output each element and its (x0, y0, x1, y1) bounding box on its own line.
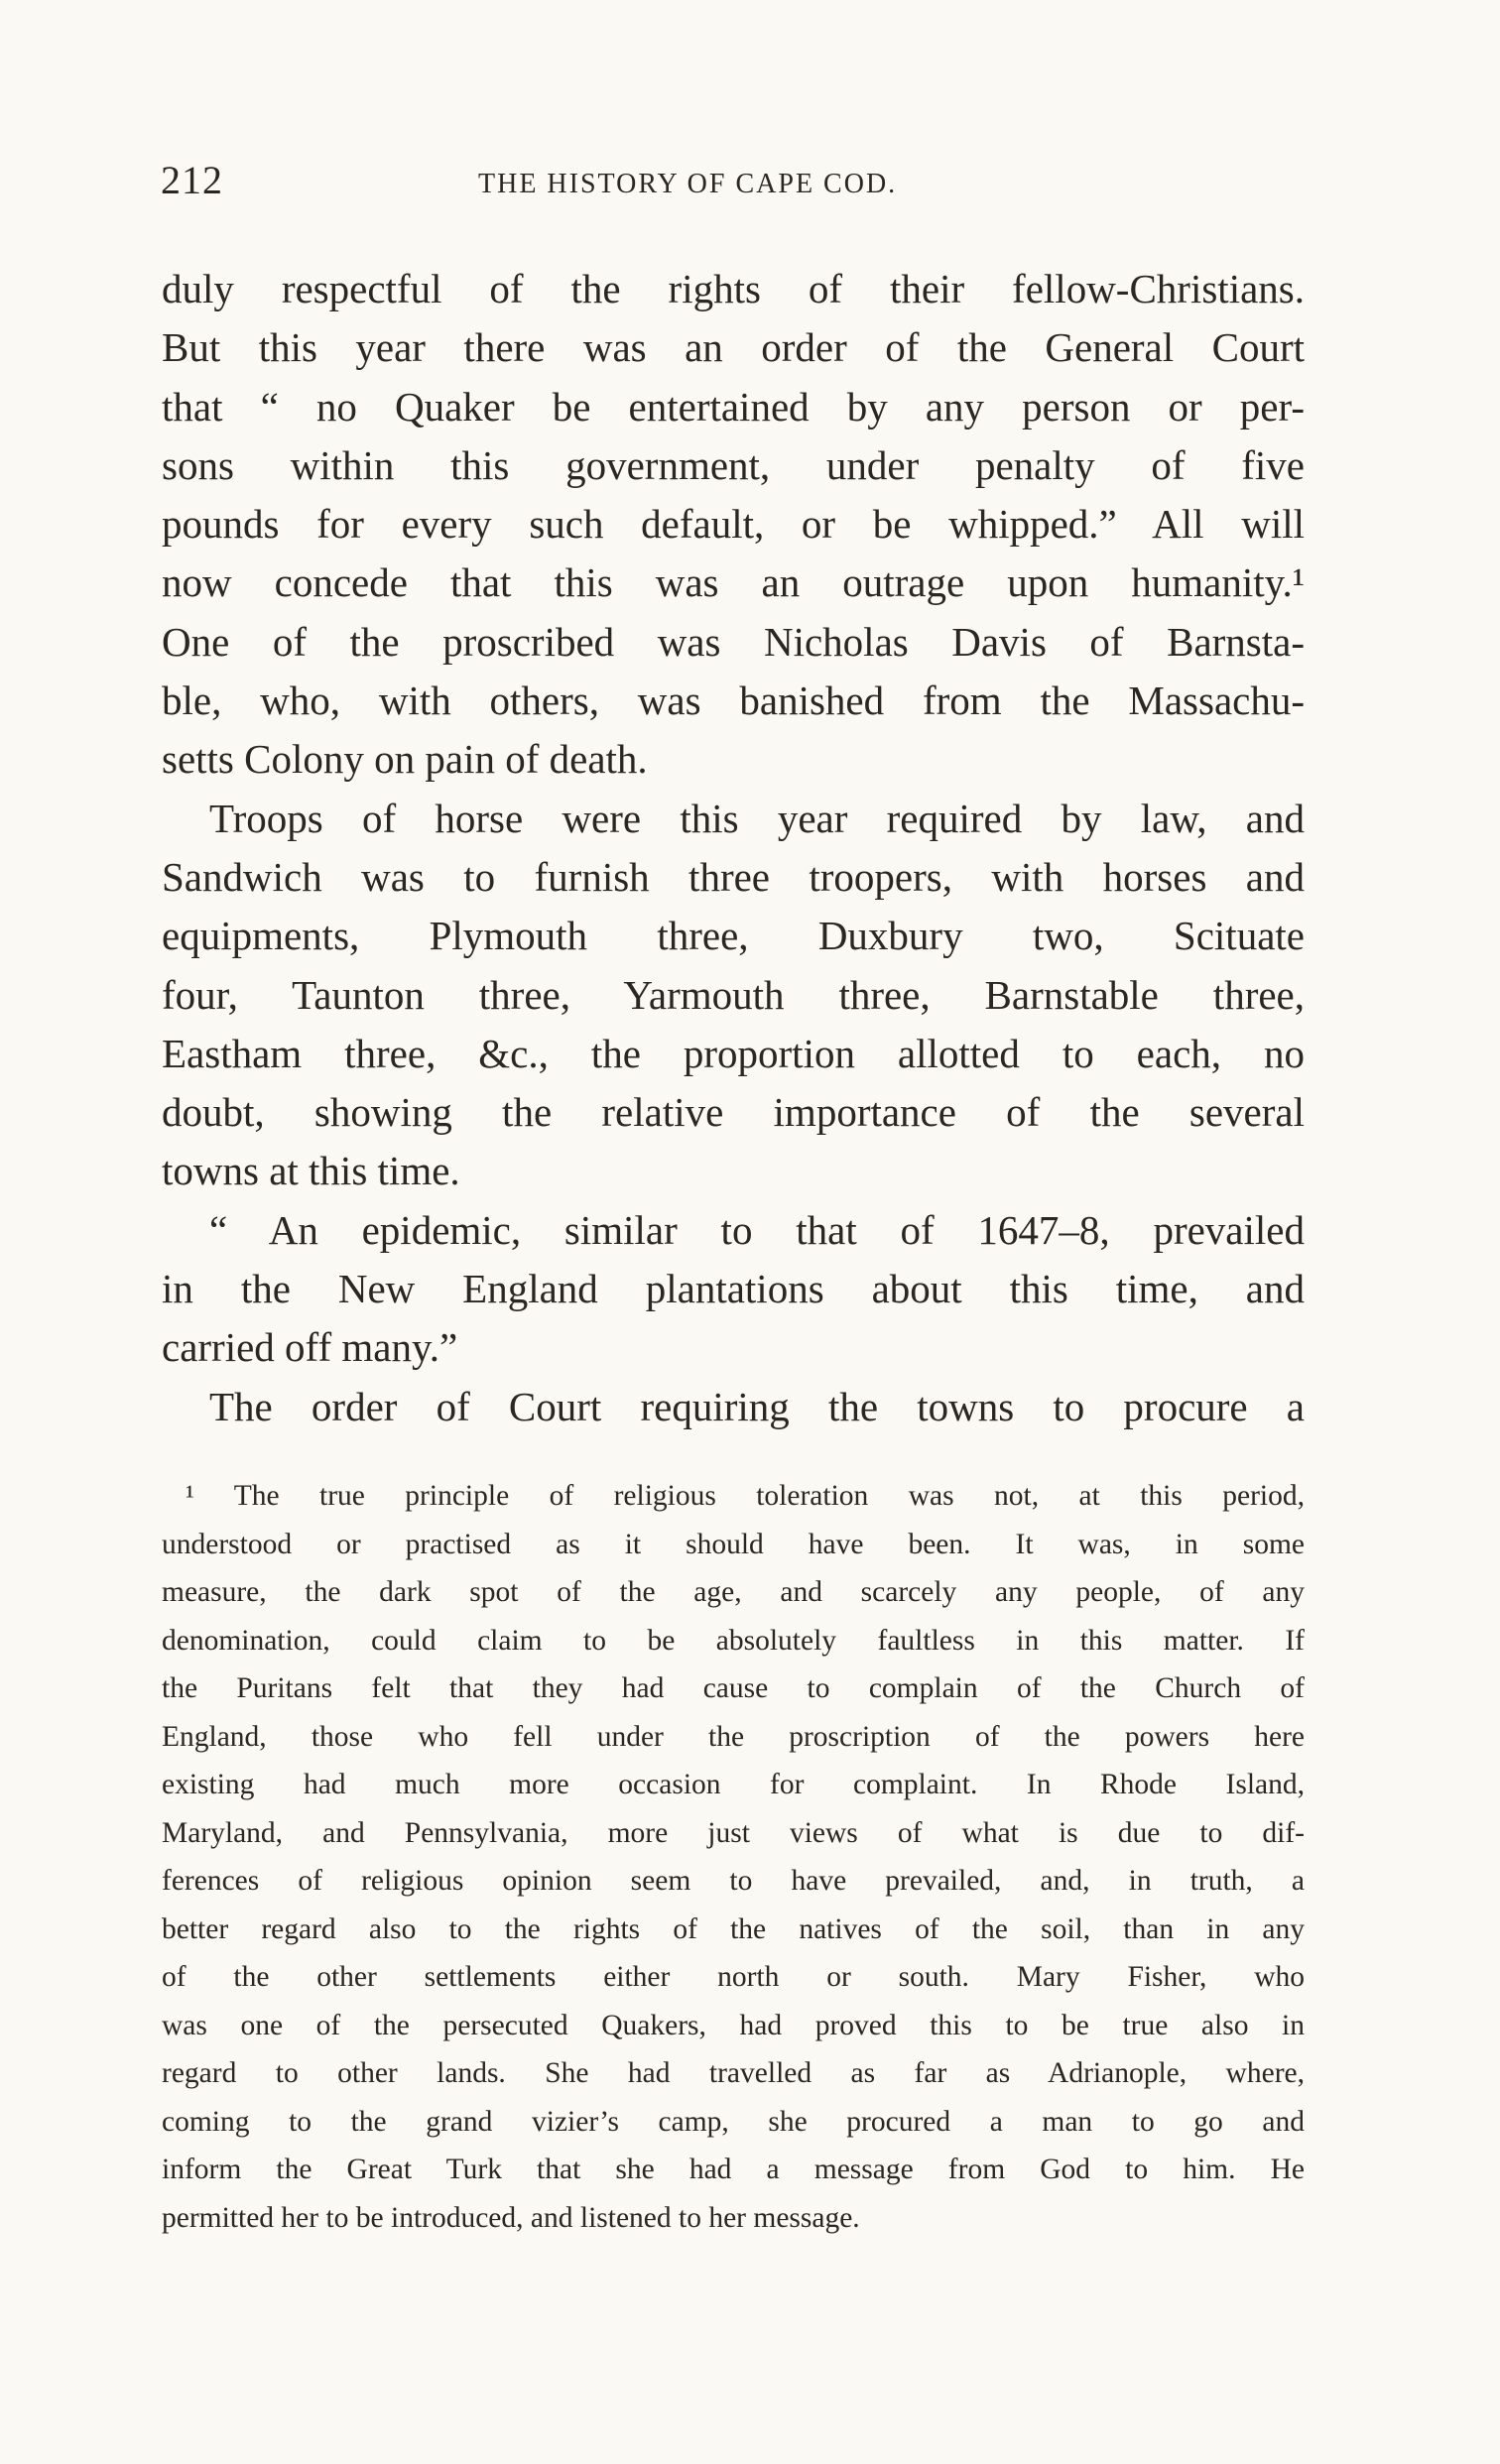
footnote-line: measure, the dark spot of the age, and scarcely any people, of any (162, 1576, 1305, 1608)
body-line: The order of Court requiring the towns to procure a (209, 1383, 1305, 1429)
footnote-line: denomination, could claim to be absolutely faultless in this matter. If (162, 1624, 1305, 1657)
body-line: in the New England plantations about this time, and (162, 1266, 1305, 1312)
footnote-line: understood or practised as it should have been. It was, in some (162, 1528, 1305, 1560)
body-line: towns at this time. (162, 1148, 460, 1194)
footnote-line: ¹ The true principle of religious toleration was not, at this period, (186, 1480, 1305, 1512)
footnote-line: England, those who fell under the proscription of the powers here (162, 1720, 1305, 1753)
body-line: But this year there was an order of the General Court (162, 324, 1305, 371)
running-head: THE HISTORY OF CAPE COD. (478, 169, 898, 199)
body-line: four, Taunton three, Yarmouth three, Barnstable three, (162, 971, 1305, 1018)
body-line: Troops of horse were this year required by law, and (209, 795, 1305, 841)
body-line: pounds for every such default, or be whipped.” All will (162, 501, 1305, 548)
footnote-line: coming to the grand vizier’s camp, she procured a man to go and (162, 2105, 1305, 2138)
body-line: “ An epidemic, similar to that of 1647–8, prevailed (209, 1206, 1305, 1253)
footnote-line: inform the Great Turk that she had a message from God to him. He (162, 2154, 1305, 2185)
body-line: that “ no Quaker be entertained by any person or per- (162, 383, 1305, 430)
body-line: doubt, showing the relative importance of the several (162, 1089, 1305, 1136)
body-line: One of the proscribed was Nicholas Davis of Barnsta- (162, 618, 1305, 665)
footnote-line: regard to other lands. She had travelled as far as Adrianople, where, (162, 2057, 1305, 2089)
footnote-line: the Puritans felt that they had cause to complain of the Church of (162, 1672, 1305, 1704)
footnote-line: of the other settlements either north or south. Mary Fisher, who (162, 1961, 1305, 1993)
footnote-line: existing had much more occasion for complaint. In Rhode Island, (162, 1769, 1305, 1800)
footnote (162, 1472, 1305, 2242)
body-line: Sandwich was to furnish three troopers, with horses and (162, 853, 1305, 900)
footnote-line: was one of the persecuted Quakers, had proved this to be true also in (162, 2009, 1305, 2041)
footnote-line: Maryland, and Pennsylvania, more just views of what is due to dif- (162, 1816, 1305, 1849)
body-line: now concede that this was an outrage upon humanity.¹ (162, 559, 1305, 606)
body-line: equipments, Plymouth three, Duxbury two, Scituate (162, 913, 1305, 959)
page-number: 212 (161, 158, 223, 202)
body-line: ble, who, with others, was banished from the Massachu- (162, 678, 1305, 724)
main-text (162, 260, 1305, 1436)
footnote-line: better regard also to the rights of the natives of the soil, than in any (162, 1912, 1305, 1945)
footnote-line: permitted her to be introduced, and listened to her message. (162, 2201, 860, 2234)
footnote-line: ferences of religious opinion seem to have prevailed, and, in truth, a (162, 1865, 1305, 1897)
body-line: Eastham three, &c., the proportion allotted to each, no (162, 1030, 1305, 1076)
body-line: setts Colony on pain of death. (162, 736, 648, 783)
body-line: duly respectful of the rights of their fellow-Christians. (162, 266, 1305, 311)
body-line: carried off many.” (162, 1324, 458, 1371)
body-line: sons within this government, under penalty of five (162, 441, 1305, 488)
